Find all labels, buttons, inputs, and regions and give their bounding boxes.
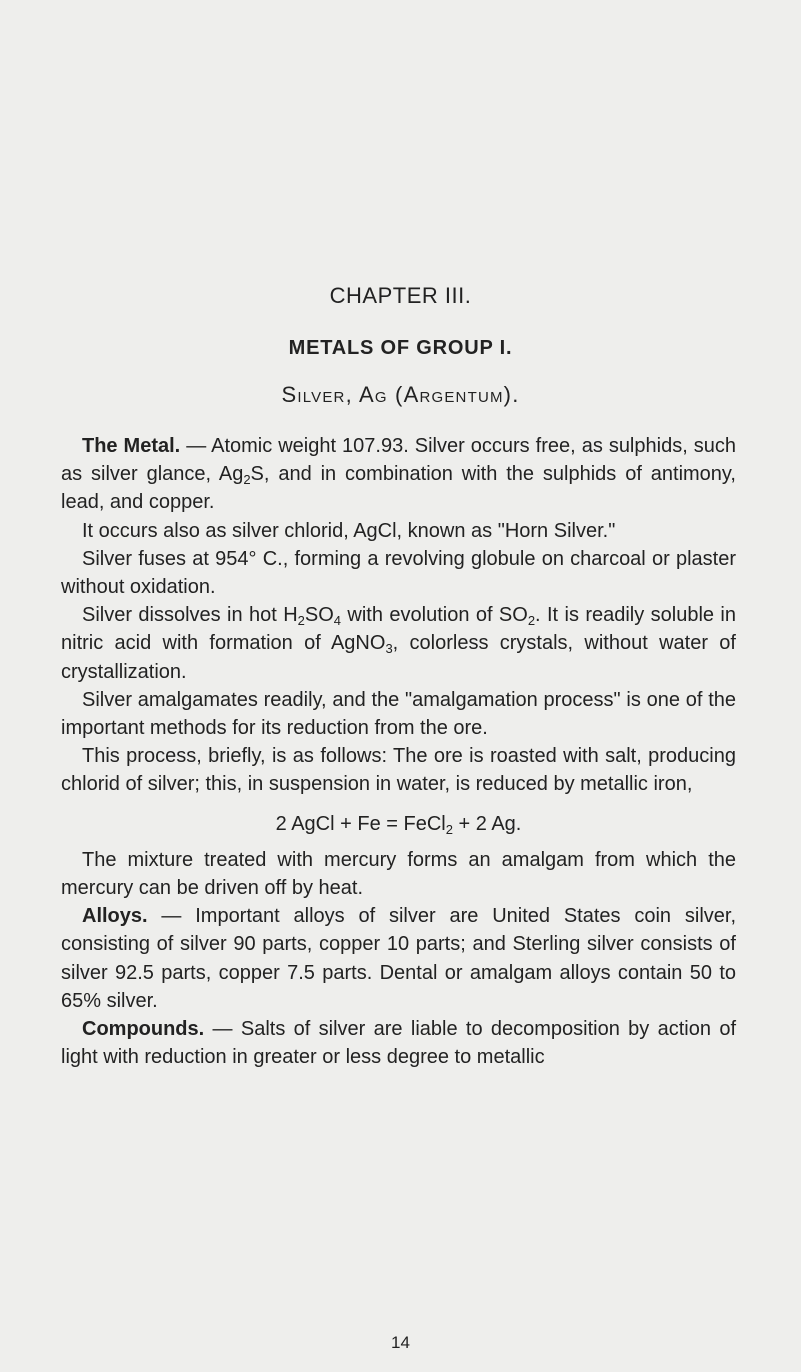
paragraph-horn-silver: It occurs also as silver chlorid, AgCl, known as "Horn Silver." [82,519,616,542]
heading-compounds: Compounds. [82,1018,205,1041]
paragraph-the-metal: The Metal. — Atomic weight 107.93. Silver occurs free, as sulphids, such as silver glance, $Ag_2S$, and in combination with the sulphids of antimony, lead, and copper. [61,435,736,514]
chemical-equation: 2 AgCl + Fe = FeCl$_2$ + 2 Ag. [275,812,522,837]
paragraph-amalgamation: Silver amalgamates readily, and the "amalgamation process" is one of the important methods for its reduction from the ore. [61,688,736,740]
paragraph-compounds: Compounds. — Salts of silver are liable to decomposition by action of light with reduction in greater or less degree to metallic [61,1018,736,1069]
paragraph-fusing: Silver fuses at 954° C., forming a revolving globule on charcoal or plaster without oxidation. [61,547,736,599]
heading-alloys: Alloys. [82,905,148,928]
page-number: 14 [391,1333,410,1352]
section-title: Silver, Ag (Argentum). [281,382,520,407]
heading-the-metal: The Metal. [82,435,181,457]
paragraph-alloys: Alloys. — Important alloys of silver are United States coin silver, consisting of silver 90 parts, copper 10 parts; and Sterling silver consists of silver 92.5 parts, copper 7.5 parts. Dental or amalgam alloys contain 50 to 65% silver. [61,905,736,1012]
body-text [61,432,736,1071]
group-title: METALS OF GROUP I. [288,337,513,359]
chapter-title: CHAPTER III. [329,283,472,308]
paragraph-mixture: The mixture treated with mercury forms an amalgam from which the mercury can be driven off by heat. [61,848,736,900]
paragraph-dissolving: Silver dissolves in hot $H_2SO_4$ with evolution of $SO_2$. It is readily soluble in nitric acid with formation of AgNO$_3$, colorless crystals, without water of crystallization. [61,604,736,683]
paragraph-process: This process, briefly, is as follows: The ore is roasted with salt, producing chlorid of silver; this, in suspension in water, is reduced by metallic iron, [61,745,736,796]
